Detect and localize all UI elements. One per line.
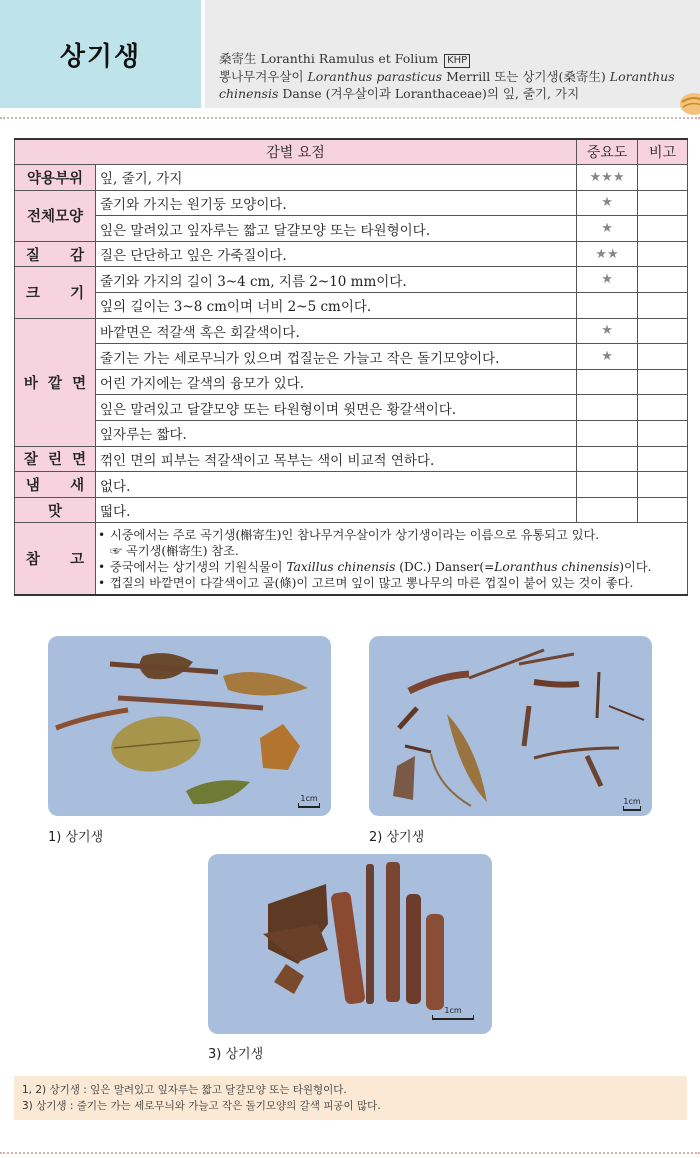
specimen-photo-1 — [48, 636, 331, 816]
photo-caption-3: 3) 상기생 — [208, 1047, 264, 1062]
footnote-line: 3) 상기생 : 줄기는 가는 세로무늬와 가늘고 작은 돌기모양의 갈색 피공이 많다. — [22, 1100, 381, 1112]
row-label: 크 기 — [15, 267, 96, 318]
table-row — [15, 472, 688, 498]
row-label: 잘 린 면 — [15, 446, 96, 472]
row-label: 냄 새 — [15, 472, 96, 498]
table-row — [15, 344, 688, 370]
specimen-photo-3 — [208, 854, 492, 1034]
desc-text: Merrill 또는 상기생(桑寄生) — [442, 69, 610, 84]
importance-stars: ★ — [577, 216, 638, 242]
note-item: • 중국에서는 상기생의 기원식물이 Taxillus chinensis (DC.) Danser(=Loranthus chinensis)이다. — [98, 560, 652, 575]
importance-stars — [577, 395, 638, 421]
row-label: 질 감 — [15, 241, 96, 267]
note-text: 껍질의 바깥면이 다갈색이고 골(條)이 고르며 잎이 많고 뽕나무의 마른 껍질이 붙어 있는 것이 좋다. — [110, 576, 634, 591]
photo-caption-2: 2) 상기생 — [369, 830, 425, 845]
divider — [0, 117, 700, 119]
importance-stars — [577, 497, 638, 523]
herb-description — [219, 50, 689, 102]
row-text: 잎은 말려있고 잎자루는 짧고 달걀모양 또는 타원형이다. — [96, 216, 577, 242]
importance-stars — [577, 369, 638, 395]
footnote-box — [14, 1076, 687, 1120]
importance-stars — [577, 421, 638, 447]
importance-stars: ★ — [577, 344, 638, 370]
table-row — [15, 165, 688, 191]
khp-badge: KHP — [444, 54, 470, 68]
row-label: 전체모양 — [15, 190, 96, 241]
row-text: 꺾인 면의 피부는 적갈색이고 목부는 색이 비교적 연하다. — [96, 446, 577, 472]
note-item: • 시중에서는 주로 곡기생(槲寄生)인 참나무겨우살이가 상기생이라는 이름으로 유통되고 있다. — [98, 528, 600, 543]
row-label: 맛 — [15, 497, 96, 523]
row-text: 잎의 길이는 3~8 cm이며 너비 2~5 cm이다. — [96, 293, 577, 319]
table-row — [15, 216, 688, 242]
footnote-line: 1, 2) 상기생 : 잎은 말려있고 잎자루는 짧고 달걀모양 또는 타원형이다. — [22, 1084, 347, 1096]
importance-stars: ★★ — [577, 241, 638, 267]
row-label: 바 깥 면 — [15, 318, 96, 446]
importance-stars: ★★★ — [577, 165, 638, 191]
row-text: 없다. — [96, 472, 577, 498]
row-text: 줄기와 가지의 길이 3~4 cm, 지름 2~10 mm이다. — [96, 267, 577, 293]
table-row — [15, 267, 688, 293]
identification-table — [14, 138, 688, 596]
importance-stars — [577, 293, 638, 319]
desc-text: 뽕나무겨우살이 — [219, 69, 308, 84]
scale-label: 1cm — [623, 797, 641, 806]
species-name: Loranthus chinensis — [494, 560, 620, 575]
header-points: 감별 요점 — [15, 139, 577, 165]
table-row — [15, 241, 688, 267]
notes-label: 참 고 — [15, 523, 96, 596]
table-row — [15, 421, 688, 447]
note-item: • 껍질의 바깥면이 다갈색이고 골(條)이 고르며 잎이 많고 뽕나무의 마른 껍질이 붙어 있는 것이 좋다. — [98, 576, 634, 591]
table-row — [15, 293, 688, 319]
row-text: 어린 가지에는 갈색의 융모가 있다. — [96, 369, 577, 395]
row-text: 질은 단단하고 잎은 가죽질이다. — [96, 241, 577, 267]
divider — [0, 1152, 700, 1154]
importance-stars — [577, 446, 638, 472]
desc-text: Danse (겨우살이과 Loranthaceae)의 잎, 줄기, 가지 — [278, 86, 580, 101]
scale-bar — [298, 794, 320, 808]
leaf-branch-illustration — [48, 636, 331, 816]
row-text: 잎은 말려있고 달걀모양 또는 타원형이며 윗면은 황갈색이다. — [96, 395, 577, 421]
row-text: 잎자루는 짧다. — [96, 421, 577, 447]
twig-illustration — [369, 636, 652, 816]
table-row — [15, 523, 688, 596]
importance-stars: ★ — [577, 318, 638, 344]
importance-stars: ★ — [577, 267, 638, 293]
page-title: 상기생 — [59, 41, 142, 72]
table-row — [15, 395, 688, 421]
row-text: 바깥면은 적갈색 혹은 회갈색이다. — [96, 318, 577, 344]
header-remarks: 비고 — [638, 139, 688, 165]
scale-bar — [432, 1006, 474, 1020]
species-name: Taxillus chinensis — [286, 560, 396, 575]
species-name: Loranthus parasticus — [307, 69, 443, 84]
row-text: 떫다. — [96, 497, 577, 523]
species-name: Loranthus chinensis — [219, 69, 675, 101]
note-text: 시중에서는 주로 곡기생(槲寄生)인 참나무겨우살이가 상기생이라는 이름으로 유통되고 있다. — [110, 528, 600, 543]
scale-label: 1cm — [444, 1006, 462, 1015]
table-row — [15, 318, 688, 344]
notes-cell — [96, 523, 688, 596]
header-importance: 중요도 — [577, 139, 638, 165]
note-reference: ☞ 곡기생(槲寄生) 참조. — [110, 544, 239, 559]
note-text: (DC.) Danser(= — [395, 560, 495, 575]
latin-name: 桑寄生 Loranthi Ramulus et Folium — [219, 51, 439, 66]
importance-stars: ★ — [577, 190, 638, 216]
specimen-photo-2 — [369, 636, 652, 816]
photo-caption-1: 1) 상기생 — [48, 830, 104, 845]
row-label: 약용부위 — [15, 165, 96, 191]
table-row — [15, 190, 688, 216]
table-row — [15, 369, 688, 395]
row-text: 잎, 줄기, 가지 — [96, 165, 577, 191]
row-text: 줄기는 가는 세로무늬가 있으며 껍질눈은 가늘고 작은 돌기모양이다. — [96, 344, 577, 370]
importance-stars — [577, 472, 638, 498]
table-row — [15, 446, 688, 472]
note-text: )이다. — [619, 560, 652, 575]
table-row — [15, 497, 688, 523]
decoration-icon — [678, 90, 700, 116]
row-text: 줄기와 가지는 원기둥 모양이다. — [96, 190, 577, 216]
note-text: 중국에서는 상기생의 기원식물이 — [110, 560, 287, 575]
scale-label: 1cm — [300, 794, 318, 803]
scale-bar — [623, 797, 641, 811]
